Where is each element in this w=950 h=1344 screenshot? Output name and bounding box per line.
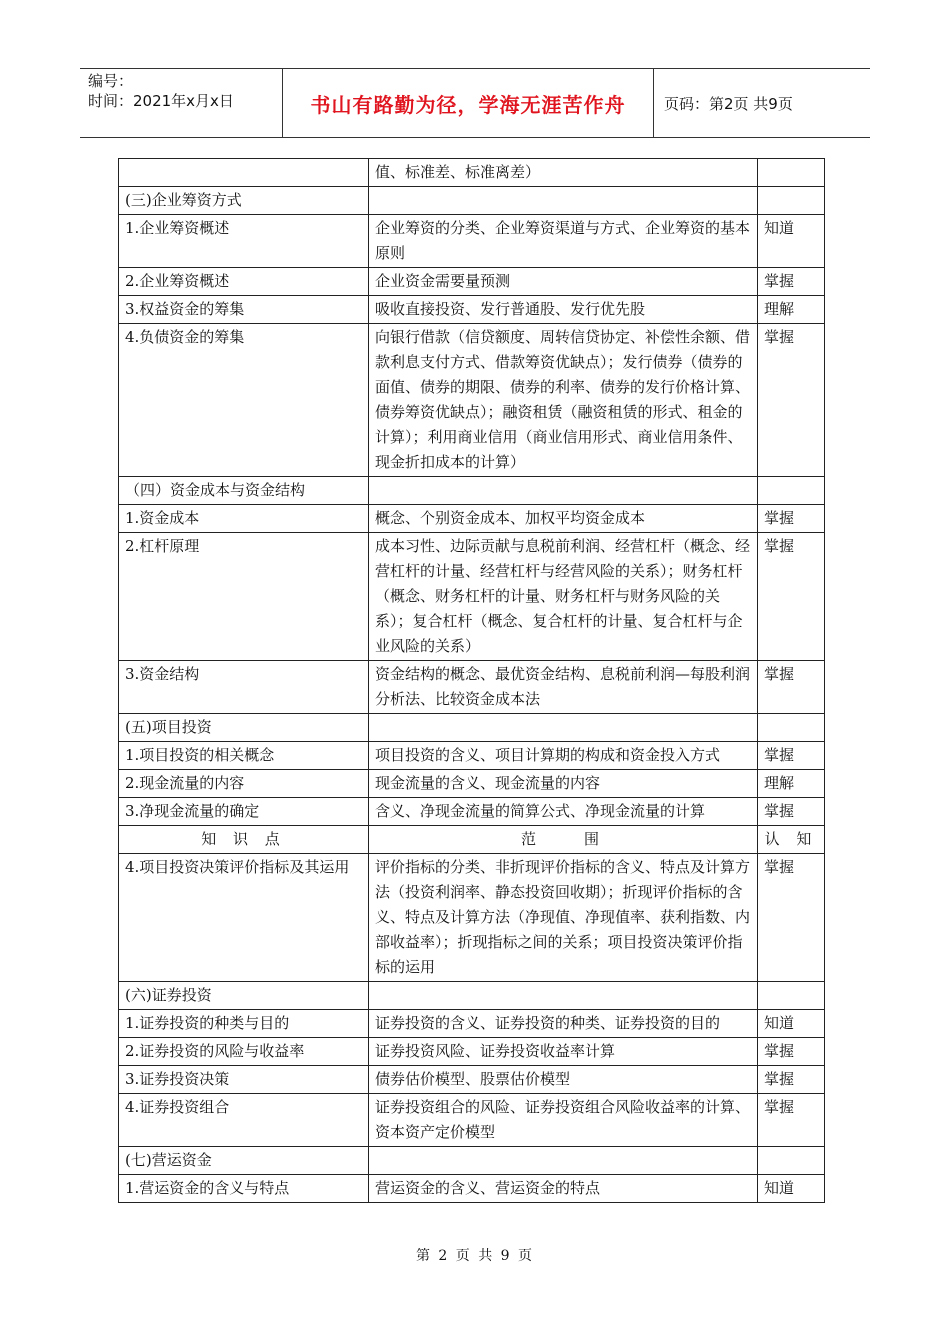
header-cognition: 认 知 bbox=[758, 826, 825, 854]
cognition-level-cell bbox=[758, 714, 825, 742]
cognition-level-cell: 掌握 bbox=[758, 742, 825, 770]
cognition-level-cell: 掌握 bbox=[758, 324, 825, 477]
header-motto: 书山有路勤为径，学海无涯苦作舟 bbox=[310, 92, 626, 117]
table-row bbox=[119, 770, 825, 798]
knowledge-point-cell: 4.证券投资组合 bbox=[119, 1094, 369, 1147]
scope-cell: 资金结构的概念、最优资金结构、息税前利润—每股利润分析法、比较资金成本法 bbox=[369, 661, 758, 714]
knowledge-point-cell: 2.杠杆原理 bbox=[119, 533, 369, 661]
cognition-level-cell: 掌握 bbox=[758, 268, 825, 296]
header-page-cell bbox=[654, 69, 870, 137]
cognition-level-cell: 掌握 bbox=[758, 854, 825, 982]
knowledge-point-cell: 3.资金结构 bbox=[119, 661, 369, 714]
table-row bbox=[119, 324, 825, 477]
knowledge-point-cell: 3.证券投资决策 bbox=[119, 1066, 369, 1094]
scope-cell: 项目投资的含义、项目计算期的构成和资金投入方式 bbox=[369, 742, 758, 770]
table-row bbox=[119, 1147, 825, 1175]
header-scope: 范 围 bbox=[369, 826, 758, 854]
cognition-level-cell bbox=[758, 1147, 825, 1175]
knowledge-point-cell: 2.现金流量的内容 bbox=[119, 770, 369, 798]
header-motto-cell bbox=[282, 69, 654, 137]
table-row bbox=[119, 1066, 825, 1094]
page-header bbox=[80, 68, 870, 138]
cognition-level-cell bbox=[758, 159, 825, 187]
scope-cell: 债券估价模型、股票估价模型 bbox=[369, 1066, 758, 1094]
scope-cell: 证券投资风险、证券投资收益率计算 bbox=[369, 1038, 758, 1066]
scope-cell: 营运资金的含义、营运资金的特点 bbox=[369, 1175, 758, 1203]
scope-cell bbox=[369, 477, 758, 505]
table-row bbox=[119, 1010, 825, 1038]
knowledge-point-cell: 1.资金成本 bbox=[119, 505, 369, 533]
syllabus-table bbox=[118, 158, 825, 1203]
knowledge-point-cell: 1.证券投资的种类与目的 bbox=[119, 1010, 369, 1038]
table-row bbox=[119, 477, 825, 505]
table-row bbox=[119, 505, 825, 533]
scope-cell bbox=[369, 714, 758, 742]
table-row bbox=[119, 714, 825, 742]
knowledge-point-cell: （四）资金成本与资金结构 bbox=[119, 477, 369, 505]
header-knowledge-point: 知 识 点 bbox=[119, 826, 369, 854]
cognition-level-cell: 掌握 bbox=[758, 661, 825, 714]
knowledge-point-cell: 2.企业筹资概述 bbox=[119, 268, 369, 296]
knowledge-point-cell: 3.权益资金的筹集 bbox=[119, 296, 369, 324]
knowledge-point-cell: 2.证券投资的风险与收益率 bbox=[119, 1038, 369, 1066]
cognition-level-cell bbox=[758, 477, 825, 505]
scope-cell: 值、标准差、标准离差） bbox=[369, 159, 758, 187]
scope-cell: 概念、个别资金成本、加权平均资金成本 bbox=[369, 505, 758, 533]
table-row bbox=[119, 742, 825, 770]
table-row bbox=[119, 982, 825, 1010]
table-row bbox=[119, 798, 825, 826]
scope-cell bbox=[369, 982, 758, 1010]
knowledge-point-cell: (六)证券投资 bbox=[119, 982, 369, 1010]
scope-cell: 向银行借款（信贷额度、周转信贷协定、补偿性余额、借款利息支付方式、借款筹资优缺点）；发行债券（债券的面值、债券的期限、债券的利率、债券的发行价格计算、债券筹资优缺点）；融资租赁（融资租赁的形式、租金的计算）；利用商业信用（商业信用形式、商业信用条件、现金折扣成本的计算） bbox=[369, 324, 758, 477]
table-row bbox=[119, 1094, 825, 1147]
scope-cell bbox=[369, 1147, 758, 1175]
scope-cell: 吸收直接投资、发行普通股、发行优先股 bbox=[369, 296, 758, 324]
cognition-level-cell: 掌握 bbox=[758, 798, 825, 826]
knowledge-point-cell: 4.项目投资决策评价指标及其运用 bbox=[119, 854, 369, 982]
header-meta bbox=[80, 69, 282, 137]
knowledge-point-cell: 4.负债资金的筹集 bbox=[119, 324, 369, 477]
table-row bbox=[119, 1175, 825, 1203]
knowledge-point-cell: 1.营运资金的含义与特点 bbox=[119, 1175, 369, 1203]
table-row bbox=[119, 215, 825, 268]
knowledge-point-cell: (三)企业筹资方式 bbox=[119, 187, 369, 215]
header-page-number: 页码：第2页 共9页 bbox=[664, 94, 793, 113]
table-row bbox=[119, 533, 825, 661]
cognition-level-cell: 知道 bbox=[758, 1175, 825, 1203]
scope-cell: 企业筹资的分类、企业筹资渠道与方式、企业筹资的基本原则 bbox=[369, 215, 758, 268]
table-header-row bbox=[119, 826, 825, 854]
cognition-level-cell bbox=[758, 982, 825, 1010]
table-row bbox=[119, 296, 825, 324]
knowledge-point-cell: 1.企业筹资概述 bbox=[119, 215, 369, 268]
table-row bbox=[119, 268, 825, 296]
scope-cell: 证券投资组合的风险、证券投资组合风险收益率的计算、资本资产定价模型 bbox=[369, 1094, 758, 1147]
table-row bbox=[119, 661, 825, 714]
cognition-level-cell: 知道 bbox=[758, 1010, 825, 1038]
knowledge-point-cell: (七)营运资金 bbox=[119, 1147, 369, 1175]
cognition-level-cell: 知道 bbox=[758, 215, 825, 268]
scope-cell: 证券投资的含义、证券投资的种类、证券投资的目的 bbox=[369, 1010, 758, 1038]
document-number: 编号： bbox=[88, 72, 134, 90]
scope-cell: 含义、净现金流量的简算公式、净现金流量的计算 bbox=[369, 798, 758, 826]
cognition-level-cell: 掌握 bbox=[758, 505, 825, 533]
knowledge-point-cell: 3.净现金流量的确定 bbox=[119, 798, 369, 826]
cognition-level-cell: 理解 bbox=[758, 770, 825, 798]
scope-cell: 成本习性、边际贡献与息税前利润、经营杠杆（概念、经营杠杆的计量、经营杠杆与经营风险的关系）；财务杠杆（概念、财务杠杆的计量、财务杠杆与财务风险的关系）；复合杠杆（概念、复合杠杆的计量、复合杠杆与企业风险的关系） bbox=[369, 533, 758, 661]
cognition-level-cell: 掌握 bbox=[758, 1038, 825, 1066]
cognition-level-cell: 掌握 bbox=[758, 533, 825, 661]
scope-cell bbox=[369, 187, 758, 215]
document-date: 时间：2021年x月x日 bbox=[88, 92, 234, 110]
cognition-level-cell bbox=[758, 187, 825, 215]
table-row bbox=[119, 187, 825, 215]
table-row bbox=[119, 1038, 825, 1066]
knowledge-point-cell: (五)项目投资 bbox=[119, 714, 369, 742]
table-row bbox=[119, 159, 825, 187]
scope-cell: 现金流量的含义、现金流量的内容 bbox=[369, 770, 758, 798]
scope-cell: 评价指标的分类、非折现评价指标的含义、特点及计算方法（投资利润率、静态投资回收期）；折现评价指标的含义、特点及计算方法（净现值、净现值率、获利指数、内部收益率）；折现指标之间的关系；项目投资决策评价指标的运用 bbox=[369, 854, 758, 982]
cognition-level-cell: 掌握 bbox=[758, 1066, 825, 1094]
knowledge-point-cell: 1.项目投资的相关概念 bbox=[119, 742, 369, 770]
scope-cell: 企业资金需要量预测 bbox=[369, 268, 758, 296]
cognition-level-cell: 理解 bbox=[758, 296, 825, 324]
knowledge-point-cell bbox=[119, 159, 369, 187]
page-footer: 第 2 页 共 9 页 bbox=[415, 1248, 535, 1264]
cognition-level-cell: 掌握 bbox=[758, 1094, 825, 1147]
table-row bbox=[119, 854, 825, 982]
